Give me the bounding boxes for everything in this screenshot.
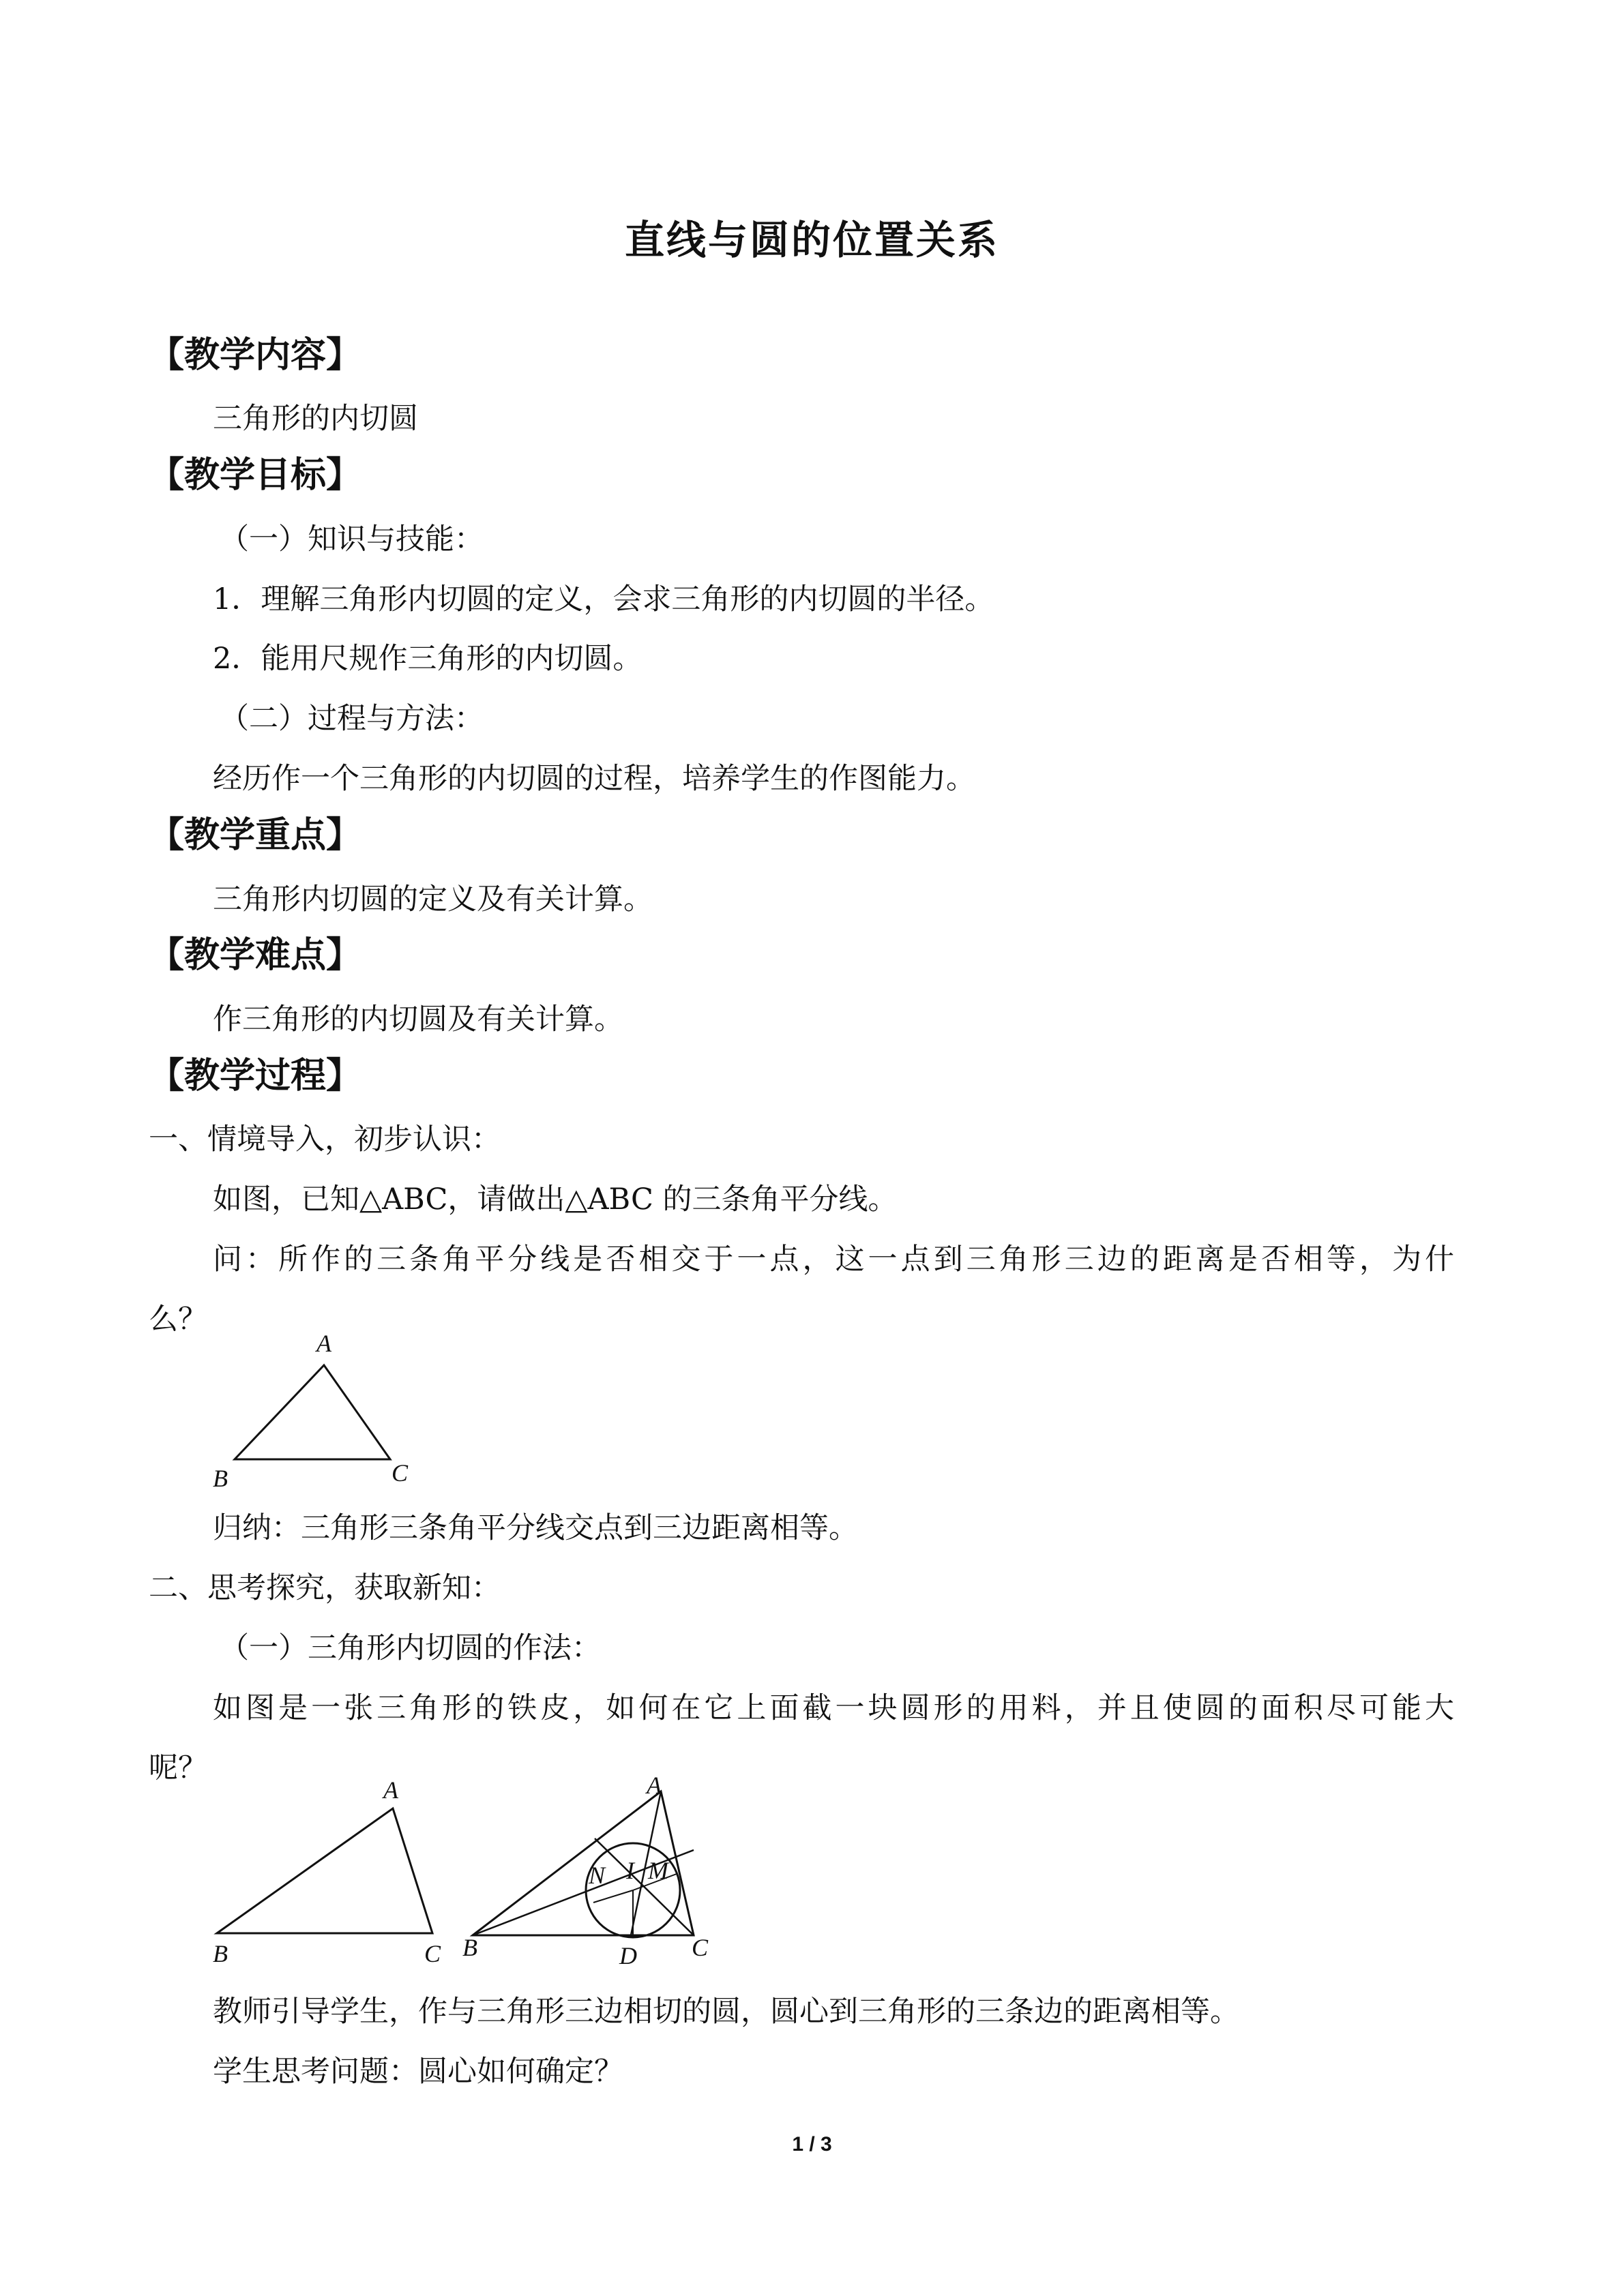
vertex-label-b: B [213, 1940, 228, 1967]
heading-teaching-process: 【教学过程】 [149, 1056, 362, 1097]
triangle-shape [217, 1808, 432, 1933]
process-p6: 学生思考问题：圆心如何确定？ [213, 2055, 623, 2089]
point-label-i: I [626, 1857, 634, 1884]
point-label-d: D [619, 1942, 637, 1969]
vertex-label-a: A [316, 1330, 331, 1357]
radius-in [593, 1890, 633, 1903]
figure-incircle-construction [457, 1773, 743, 1984]
heading-key-points: 【教学重点】 [149, 815, 362, 856]
process-p4-line2: 呢？ [149, 1751, 207, 1785]
point-label-m: M [648, 1857, 668, 1884]
point-label-n: N [589, 1862, 606, 1889]
part2-sub1: （一）三角形内切圆的作法： [220, 1631, 601, 1665]
part2-title: 二、思考探究，获取新知： [149, 1571, 501, 1605]
vertex-label-b: B [213, 1465, 228, 1492]
triangle-shape [235, 1365, 390, 1459]
goals-item1: 1．理解三角形内切圆的定义，会求三角形的内切圆的半径。 [213, 582, 994, 616]
goals-item2: 2．能用尺规作三角形的内切圆。 [213, 642, 643, 676]
process-p5: 教师引导学生，作与三角形三边相切的圆，圆心到三角形的三条边的距离相等。 [213, 1995, 1239, 2029]
vertex-label-a: A [383, 1776, 398, 1804]
key-points-text: 三角形内切圆的定义及有关计算。 [213, 882, 653, 916]
vertex-label-c: C [692, 1934, 709, 1961]
process-p1: 如图，已知△ABC，请做出△ABC 的三条角平分线。 [213, 1182, 898, 1217]
heading-difficult-points: 【教学难点】 [149, 935, 362, 976]
figure-triangle-abc [205, 1330, 423, 1493]
page-number: 1 / 3 [792, 2133, 832, 2156]
teaching-content-text: 三角形的内切圆 [213, 402, 418, 436]
goals-item3: 经历作一个三角形的内切圆的过程，培养学生的作图能力。 [213, 762, 975, 796]
vertex-label-a: A [647, 1773, 662, 1799]
angle-bisector-from-c [595, 1838, 694, 1935]
page-title: 直线与圆的位置关系 [624, 217, 999, 263]
heading-teaching-goals: 【教学目标】 [149, 455, 362, 496]
goals-sub1: （一）知识与技能： [220, 522, 484, 556]
process-p4-line1: 如图是一张三角形的铁皮，如何在它上面截一块圆形的用料，并且使圆的面积尽可能大 [213, 1691, 1454, 1725]
vertex-label-c: C [392, 1459, 409, 1487]
process-p2-line2: 么？ [149, 1302, 207, 1337]
difficult-points-text: 作三角形的内切圆及有关计算。 [213, 1002, 623, 1037]
process-p3: 归纳：三角形三条角平分线交点到三边距离相等。 [213, 1511, 858, 1545]
goals-sub2: （二）过程与方法： [220, 702, 484, 736]
heading-teaching-content: 【教学内容】 [149, 335, 362, 376]
figure-iron-sheet-triangle [205, 1776, 464, 1981]
part1-title: 一、情境导入，初步认识： [149, 1122, 501, 1157]
vertex-label-b: B [462, 1934, 477, 1961]
vertex-label-c: C [424, 1940, 441, 1967]
process-p2-line1: 问：所作的三条角平分线是否相交于一点，这一点到三角形三边的距离是否相等，为什 [213, 1242, 1454, 1277]
